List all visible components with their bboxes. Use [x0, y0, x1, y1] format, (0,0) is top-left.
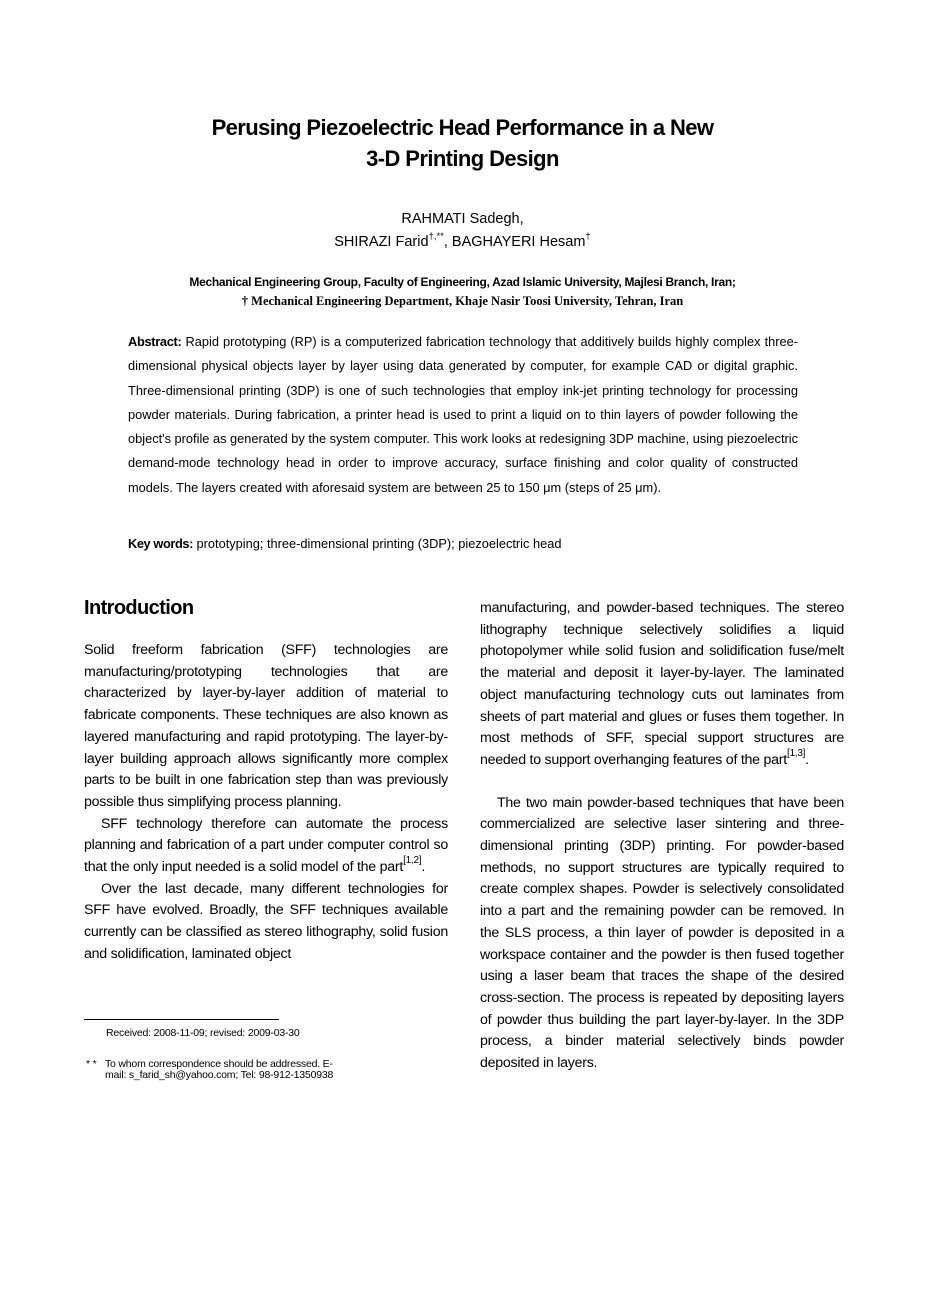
affiliation-1: Mechanical Engineering Group, Faculty of Engineering, Azad Islamic University, Majlesi Branch, Iran; — [189, 275, 736, 289]
paragraph: The two main powder-based techniques that have been commercialized are selective laser sintering and three-dimensional printing (3DP) printing. For powder-based methods, no support structures are typically required to create complex shapes. Powder is selectively consolidated into a part and the remaining powder can be removed. In the SLS process, a thin layer of powder is deposited in a workspace container and the powder is then fused together using a laser beam that traces the shape of the desired cross-section. The process is repeated by depositing layers of powder thus building the part layer-by-layer. In the 3DP process, a binder material selectively binds powder deposited in layers. — [480, 794, 844, 1072]
paragraph-gap — [480, 772, 844, 793]
footnote-received: Received: 2008-11-09; revised: 2009-03-30 — [106, 1027, 300, 1039]
footnote-line: To whom correspondence should be addressed. E- — [105, 1058, 333, 1070]
abstract-text: Rapid prototyping (RP) is a computerized fabrication technology that additively builds highly complex three-dimensional physical objects layer by layer using data generated by computer, for example CAD or digital graphic. Three-dimensional printing (3DP) is one of such technologies that employ ink-jet printing technology for processing powder materials. During fabrication, a printer head is used to print a liquid on to thin layers of powder following the object's profile as generated by the system computer. This work looks at redesigning 3DP machine, using piezoelectric demand-mode technology head in order to improve accuracy, surface finishing and color quality of constructed models. The layers created with aforesaid system are between 25 to 150 μm (steps of 25 μm). — [128, 334, 798, 495]
paragraph: Over the last decade, many different technologies for SFF have evolved. Broadly, the SFF techniques available currently can be classified as stereo lithography, solid fusion and solidification, laminated object — [84, 880, 448, 962]
author-affiliation-mark: † — [585, 231, 591, 242]
title-line-2: 3-D Printing Design — [366, 146, 559, 171]
paragraph-text: manufacturing, and powder-based techniques. The stereo lithography technique selectively solidifies a liquid photopolymer while solid fusion and solidification fuse/melt the material and deposit it layer-by-layer. The laminated object manufacturing technology cuts out laminates from sheets of part material and glues or fuses them together. In most methods of SFF, special support structures are needed to support overhanging features of the part — [480, 600, 844, 768]
paragraph — [84, 814, 448, 879]
paragraph: Solid freeform fabrication (SFF) technologies are manufacturing/prototyping technologies that are characterized by layer-by-layer addition of material to fabricate components. These techniques are also known as layered manufacturing and rapid prototyping. The layer-by-layer building approach allows significantly more complex parts to be built in one fabrication step than was previously possible thus simplifying process planning. — [84, 642, 448, 810]
title-line-1: Perusing Piezoelectric Head Performance in a New — [211, 115, 714, 140]
keywords — [128, 534, 798, 554]
author-line-2 — [0, 231, 925, 254]
author-separator: , — [443, 234, 452, 250]
citation: [1,2] — [403, 855, 422, 867]
abstract — [128, 330, 798, 500]
author-line-1: RAHMATI Sadegh, — [401, 211, 524, 227]
footnote-rule — [84, 1019, 279, 1020]
author-name: BAGHAYERI Hesam — [451, 234, 586, 250]
abstract-label: Abstract: — [128, 334, 182, 349]
paragraph — [480, 598, 844, 772]
paragraph-end: . — [421, 859, 426, 876]
keywords-label: Key words: — [128, 536, 193, 551]
author-name: SHIRAZI Farid — [334, 234, 429, 250]
paragraph-end: . — [805, 751, 809, 768]
author-list — [0, 208, 925, 254]
footnote-line: mail: s_farid_sh@yahoo.com; Tel: 98-912-1350938 — [105, 1069, 334, 1081]
right-column — [480, 598, 844, 1075]
paragraph-text: SFF technology therefore can automate the process planning and fabrication of a part under computer control so that the only input needed is a solid model of the part — [84, 815, 448, 876]
affiliation-2: † Mechanical Engineering Department, Khaje Nasir Toosi University, Tehran, Iran — [241, 294, 684, 308]
citation: [1,3] — [786, 747, 806, 759]
keywords-text: prototyping; three-dimensional printing (3DP); piezoelectric head — [192, 536, 562, 551]
footnote-mark: * * — [86, 1058, 97, 1070]
section-heading: Introduction — [84, 597, 194, 619]
left-column — [84, 640, 448, 966]
affiliations — [0, 273, 925, 311]
footnote-correspondence — [86, 1059, 333, 1081]
author-affiliation-mark: †,** — [428, 231, 444, 242]
paper-title — [0, 112, 925, 174]
